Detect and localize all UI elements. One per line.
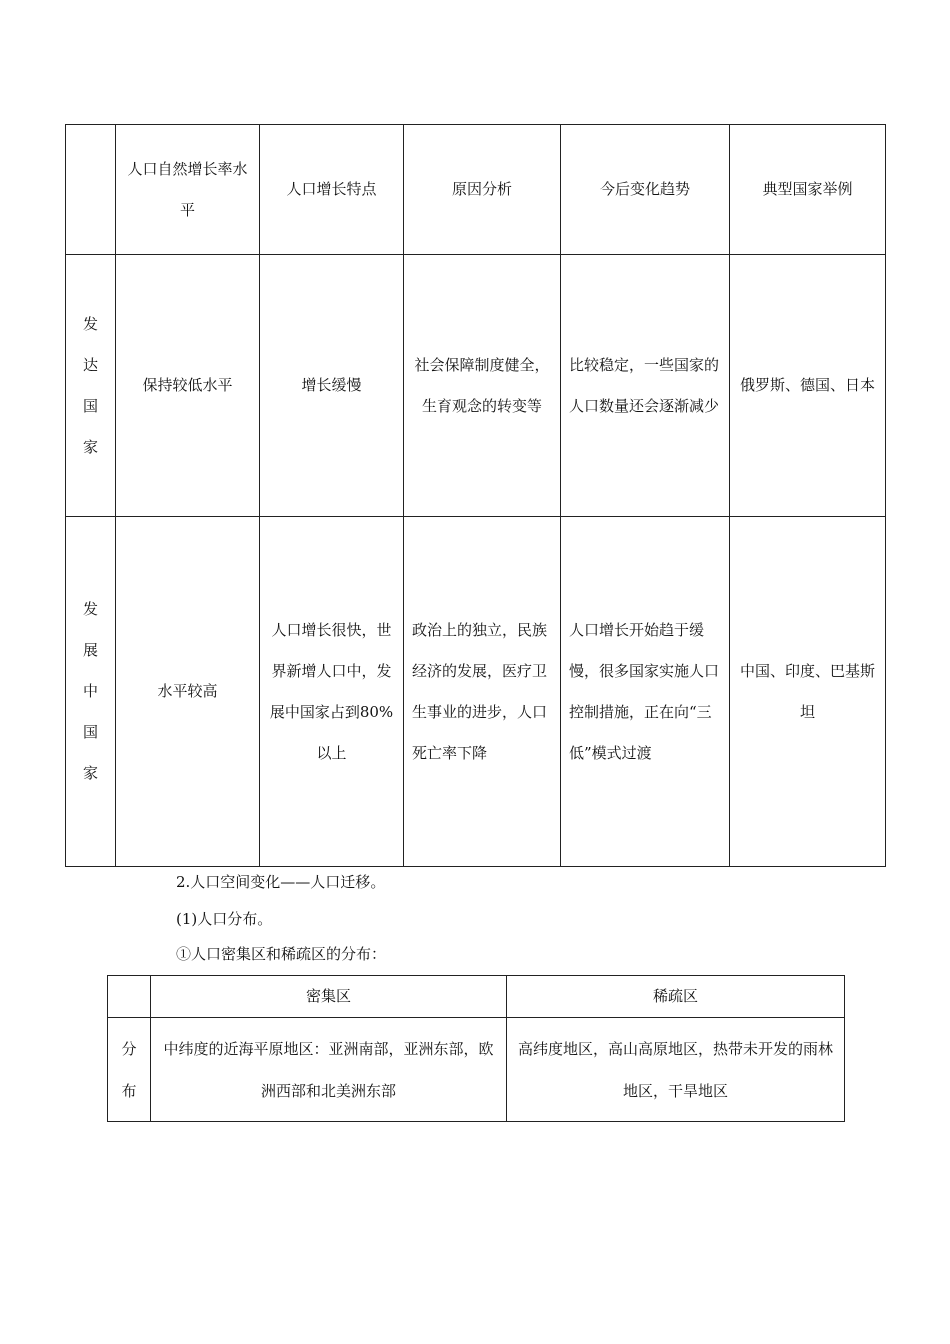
cell-reason-text: 政治上的独立，民族经济的发展，医疗卫生事业的进步，人口死亡率下降 [412, 620, 548, 762]
row-label-char: 达 [82, 355, 98, 374]
cell-feature: 增长缓慢 [260, 255, 404, 517]
population-growth-table [65, 124, 886, 867]
cell-trend-text: 比较稳定，一些国家的人口数量还会逐渐减少 [569, 355, 720, 415]
header-empty [108, 976, 151, 1018]
cell-reason [404, 517, 561, 867]
header-dense: 密集区 [151, 976, 507, 1018]
row-label-distribution [108, 1018, 151, 1122]
row-label-char: 国 [82, 723, 98, 741]
cell-sparse: 高纬度地区，高山高原地区，热带未开发的雨林地区，干旱地区 [507, 1018, 845, 1122]
population-distribution-table [107, 975, 845, 1122]
header-empty [66, 125, 116, 255]
row-label-char: 家 [82, 437, 98, 456]
cell-trend-text: 人口增长开始趋于缓慢，很多国家实施人口控制措施，正在向“三低”模式过渡 [569, 620, 720, 762]
cell-rate: 水平较高 [116, 517, 260, 867]
subsection-heading: (1)人口分布。 [176, 910, 273, 928]
header-examples: 典型国家举例 [730, 125, 886, 255]
cell-rate: 保持较低水平 [116, 255, 260, 517]
row-label-char: 发 [82, 314, 98, 333]
header-row [66, 125, 886, 255]
row-label-developed [66, 255, 116, 517]
table-row-distribution [108, 1018, 845, 1122]
list-item-heading: ①人口密集区和稀疏区的分布： [176, 945, 387, 963]
row-label-char: 布 [121, 1081, 137, 1100]
row-label-char: 中 [82, 682, 98, 700]
cell-feature: 人口增长很快，世界新增人口中，发展中国家占到80%以上 [260, 517, 404, 867]
cell-examples: 中国、印度、巴基斯坦 [730, 517, 886, 867]
row-label-char: 发 [82, 600, 98, 618]
row-label-developing [66, 517, 116, 867]
row-label-char: 分 [121, 1039, 137, 1058]
table-row-developing [66, 517, 886, 867]
cell-reason: 社会保障制度健全，生育观念的转变等 [404, 255, 561, 517]
row-label-char: 国 [82, 396, 98, 415]
cell-trend [561, 255, 730, 517]
row-label-char: 家 [82, 764, 98, 782]
section-heading: 2.人口空间变化——人口迁移。 [176, 873, 386, 891]
table-row-developed [66, 255, 886, 517]
header-row [108, 976, 845, 1018]
row-label-char: 展 [82, 641, 98, 659]
cell-dense: 中纬度的近海平原地区：亚洲南部，亚洲东部，欧洲西部和北美洲东部 [151, 1018, 507, 1122]
header-reason: 原因分析 [404, 125, 561, 255]
header-rate: 人口自然增长率水平 [116, 125, 260, 255]
header-trend: 今后变化趋势 [561, 125, 730, 255]
header-feature: 人口增长特点 [260, 125, 404, 255]
header-sparse: 稀疏区 [507, 976, 845, 1018]
cell-examples: 俄罗斯、德国、日本 [730, 255, 886, 517]
cell-trend [561, 517, 730, 867]
